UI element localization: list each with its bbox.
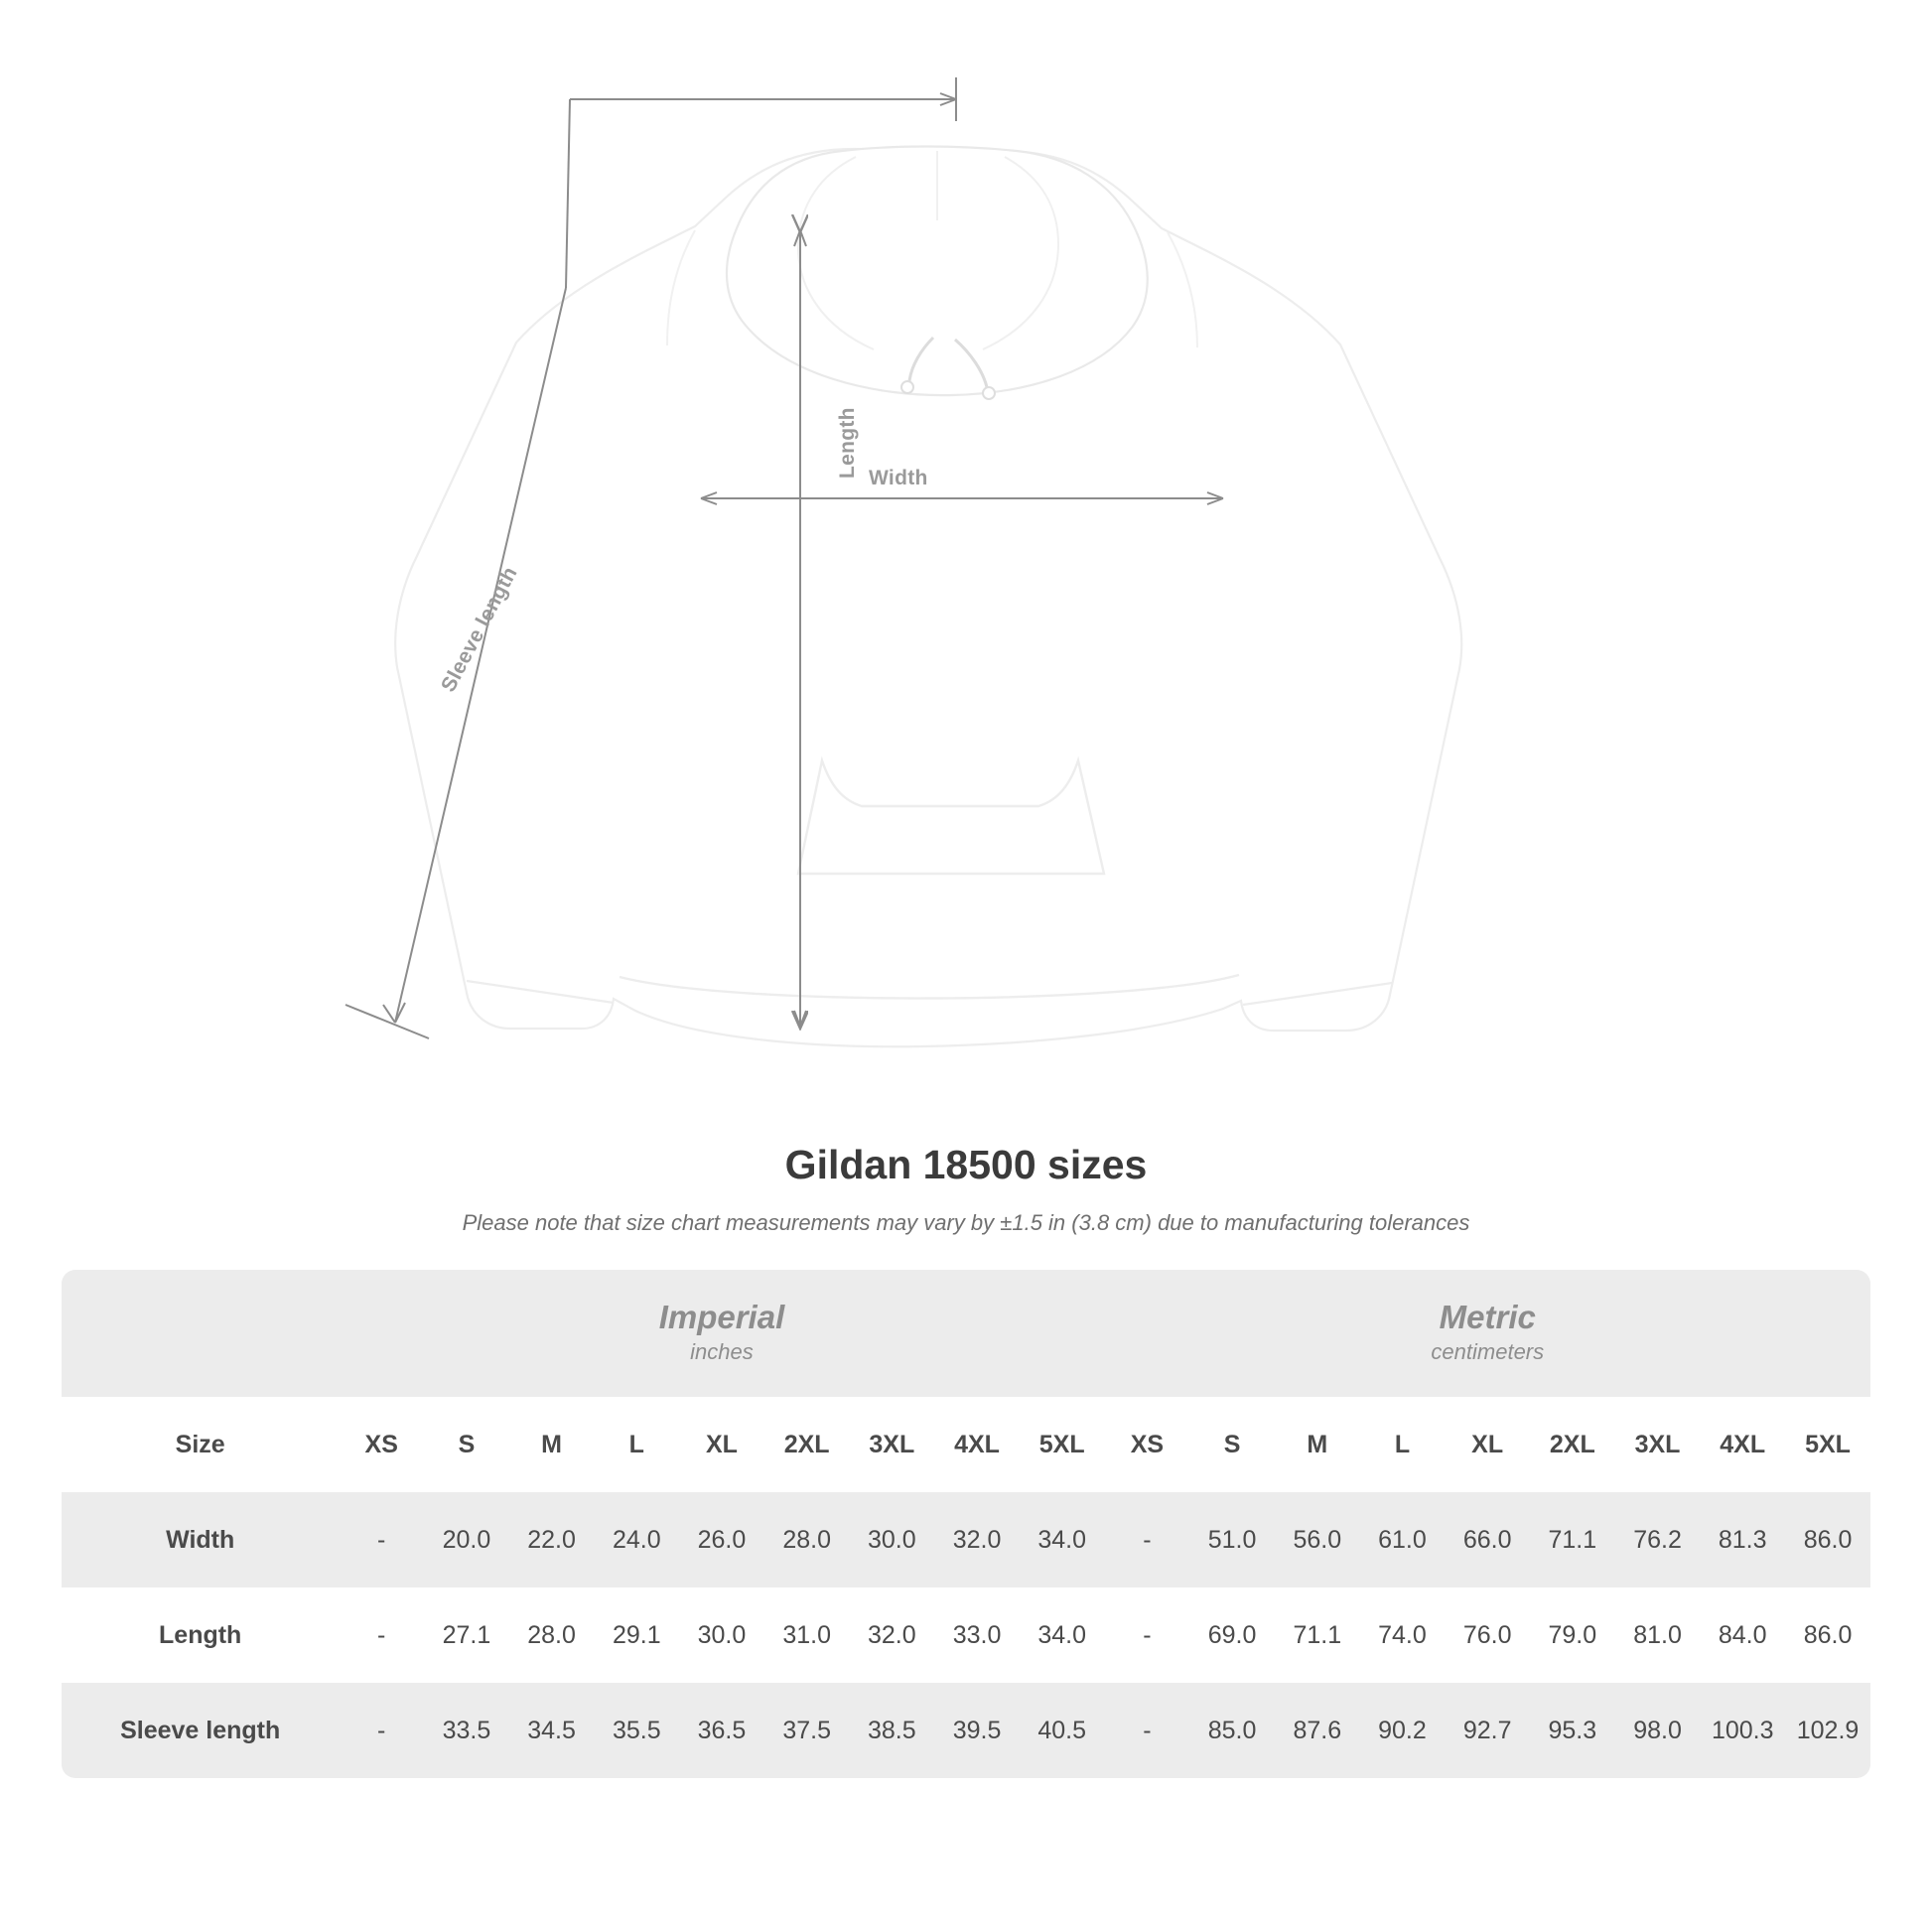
sleeve-met-2: 87.6 [1275, 1683, 1360, 1778]
imperial-unit: inches [690, 1339, 754, 1365]
sleeve-imp-3: 35.5 [594, 1683, 679, 1778]
imperial-header-cell [339, 1270, 1104, 1397]
metric-unit: centimeters [1431, 1339, 1545, 1365]
sleeve-imp-0: - [339, 1683, 424, 1778]
size-col-met-8: 5XL [1785, 1397, 1870, 1492]
size-col-met-2: M [1275, 1397, 1360, 1492]
tolerance-note: Please note that size chart measurements may vary by ±1.5 in (3.8 cm) due to manufacturing tolerances [462, 1210, 1470, 1235]
width-imp-8: 34.0 [1020, 1492, 1105, 1587]
width-imp-7: 32.0 [934, 1492, 1020, 1587]
row-label-sleeve: Sleeve length [62, 1683, 339, 1778]
sleeve-imp-8: 40.5 [1020, 1683, 1105, 1778]
width-met-6: 76.2 [1615, 1492, 1701, 1587]
size-col-met-1: S [1189, 1397, 1275, 1492]
table-row [62, 1683, 1870, 1778]
sleeve-imp-7: 39.5 [934, 1683, 1020, 1778]
size-col-imp-0: XS [339, 1397, 424, 1492]
size-col-met-5: 2XL [1530, 1397, 1615, 1492]
width-imp-0: - [339, 1492, 424, 1587]
length-imp-8: 34.0 [1020, 1587, 1105, 1683]
length-met-3: 74.0 [1360, 1587, 1446, 1683]
unit-spacer [62, 1270, 339, 1397]
sleeve-met-8: 102.9 [1785, 1683, 1870, 1778]
width-met-4: 66.0 [1445, 1492, 1530, 1587]
width-imp-5: 28.0 [764, 1492, 850, 1587]
size-col-met-0: XS [1105, 1397, 1190, 1492]
sleeve-imp-2: 34.5 [509, 1683, 595, 1778]
size-header: Size [62, 1397, 339, 1492]
length-met-4: 76.0 [1445, 1587, 1530, 1683]
metric-label: Metric [1439, 1298, 1536, 1335]
width-imp-4: 26.0 [679, 1492, 764, 1587]
sleeve-imp-4: 36.5 [679, 1683, 764, 1778]
hoodie-shape [395, 147, 1461, 1047]
sleeve-met-1: 85.0 [1189, 1683, 1275, 1778]
length-imp-1: 27.1 [424, 1587, 509, 1683]
length-met-7: 84.0 [1700, 1587, 1785, 1683]
size-col-met-3: L [1360, 1397, 1446, 1492]
size-col-imp-3: L [594, 1397, 679, 1492]
width-met-5: 71.1 [1530, 1492, 1615, 1587]
length-met-6: 81.0 [1615, 1587, 1701, 1683]
width-met-2: 56.0 [1275, 1492, 1360, 1587]
size-col-imp-1: S [424, 1397, 509, 1492]
size-col-met-7: 4XL [1700, 1397, 1785, 1492]
sleeve-imp-6: 38.5 [850, 1683, 935, 1778]
length-imp-4: 30.0 [679, 1587, 764, 1683]
length-imp-3: 29.1 [594, 1587, 679, 1683]
page-title: Gildan 18500 sizes [784, 1142, 1148, 1187]
size-table [62, 1270, 1870, 1778]
metric-header-cell [1105, 1270, 1870, 1397]
width-imp-1: 20.0 [424, 1492, 509, 1587]
size-table-container [62, 1270, 1870, 1778]
size-header-row [62, 1397, 1870, 1492]
length-imp-6: 32.0 [850, 1587, 935, 1683]
length-imp-0: - [339, 1587, 424, 1683]
width-met-8: 86.0 [1785, 1492, 1870, 1587]
width-met-3: 61.0 [1360, 1492, 1446, 1587]
length-met-1: 69.0 [1189, 1587, 1275, 1683]
sleeve-met-4: 92.7 [1445, 1683, 1530, 1778]
table-row [62, 1587, 1870, 1683]
size-col-met-4: XL [1445, 1397, 1530, 1492]
size-col-met-6: 3XL [1615, 1397, 1701, 1492]
imperial-label: Imperial [658, 1298, 785, 1335]
length-met-8: 86.0 [1785, 1587, 1870, 1683]
size-col-imp-4: XL [679, 1397, 764, 1492]
table-row [62, 1492, 1870, 1587]
size-col-imp-7: 4XL [934, 1397, 1020, 1492]
length-met-0: - [1105, 1587, 1190, 1683]
sleeve-met-7: 100.3 [1700, 1683, 1785, 1778]
width-met-1: 51.0 [1189, 1492, 1275, 1587]
sleeve-met-6: 98.0 [1615, 1683, 1701, 1778]
title-block [0, 1142, 1932, 1236]
size-col-imp-8: 5XL [1020, 1397, 1105, 1492]
width-imp-2: 22.0 [509, 1492, 595, 1587]
sleeve-imp-1: 33.5 [424, 1683, 509, 1778]
width-met-7: 81.3 [1700, 1492, 1785, 1587]
length-imp-7: 33.0 [934, 1587, 1020, 1683]
sleeve-imp-5: 37.5 [764, 1683, 850, 1778]
length-label: Length [836, 407, 859, 479]
row-label-width: Width [62, 1492, 339, 1587]
width-label: Width [869, 467, 928, 489]
width-imp-6: 30.0 [850, 1492, 935, 1587]
unit-system-row [62, 1270, 1870, 1397]
width-imp-3: 24.0 [594, 1492, 679, 1587]
length-met-2: 71.1 [1275, 1587, 1360, 1683]
sleeve-length-label: Sleeve length [437, 563, 522, 696]
size-col-imp-2: M [509, 1397, 595, 1492]
length-imp-5: 31.0 [764, 1587, 850, 1683]
length-met-5: 79.0 [1530, 1587, 1615, 1683]
length-imp-2: 28.0 [509, 1587, 595, 1683]
row-label-length: Length [62, 1587, 339, 1683]
size-col-imp-6: 3XL [850, 1397, 935, 1492]
sleeve-met-0: - [1105, 1683, 1190, 1778]
sleeve-met-5: 95.3 [1530, 1683, 1615, 1778]
width-met-0: - [1105, 1492, 1190, 1587]
sleeve-met-3: 90.2 [1360, 1683, 1446, 1778]
size-col-imp-5: 2XL [764, 1397, 850, 1492]
